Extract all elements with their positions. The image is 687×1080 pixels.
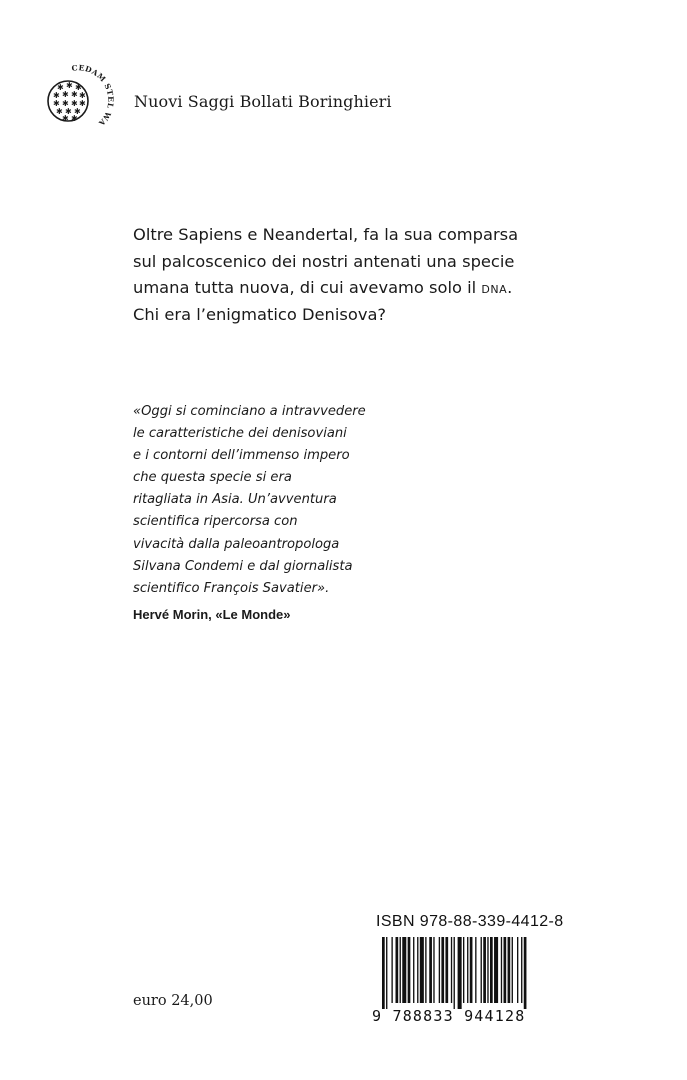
blurb-line: umana tutta nuova, di cui avevamo solo il dna. — [133, 278, 513, 298]
barcode-bar — [524, 937, 527, 1009]
svg-text:CEDAM STEL WALLY TEJ: CEDAM STEL WA — [71, 63, 116, 128]
barcode-bar — [396, 937, 399, 1003]
isbn-barcode — [370, 913, 564, 1023]
barcode-bar — [481, 937, 482, 1003]
barcode-bar — [425, 937, 426, 1003]
isbn-label: ISBN 978-88-339-4412-8 — [376, 913, 564, 930]
svg-text:✱: ✱ — [79, 99, 86, 108]
barcode-bar — [420, 937, 424, 1003]
barcode-bar — [508, 937, 511, 1003]
barcode-bar — [382, 937, 385, 1009]
barcode-bar — [494, 937, 498, 1003]
barcode-icon — [370, 937, 556, 1023]
svg-text:✱: ✱ — [62, 99, 69, 108]
quote-line: che questa specie si era — [133, 470, 292, 486]
quote-line: e i contorni dell’immenso impero — [133, 448, 350, 464]
barcode-bar — [413, 937, 414, 1003]
barcode-bar — [501, 937, 502, 1003]
svg-text:✱: ✱ — [56, 107, 63, 116]
barcode-bar — [445, 937, 448, 1003]
svg-text:✱: ✱ — [71, 90, 78, 99]
barcode-bar — [487, 937, 488, 1003]
blurb-line: Oltre Sapiens e Neandertal, fa la sua comparsa — [133, 225, 519, 244]
blurb-text — [133, 222, 533, 329]
svg-text:✱: ✱ — [75, 83, 82, 92]
svg-text:✱: ✱ — [65, 107, 72, 116]
barcode-bar — [433, 937, 434, 1003]
barcode-bar — [483, 937, 486, 1003]
blurb-line: sul palcoscenico dei nostri antenati una specie — [133, 251, 515, 271]
barcode-bar — [417, 937, 418, 1003]
barcode-bar — [429, 937, 432, 1003]
review-quote — [133, 401, 393, 600]
quote-line: scientifico François Savatier». — [133, 580, 330, 596]
barcode-bar — [517, 937, 518, 1003]
quote-line: le caratteristiche dei denisoviani — [133, 426, 347, 442]
publisher-logo — [44, 63, 120, 139]
svg-text:✱: ✱ — [71, 114, 78, 123]
svg-text:✱: ✱ — [62, 114, 69, 123]
logo-seal-icon — [44, 63, 120, 139]
barcode-bar — [408, 937, 411, 1003]
quote-line: scientifica ripercorsa con — [133, 514, 298, 530]
barcode-bar — [512, 937, 513, 1003]
quote-line: «Oggi si cominciano a intravvedere — [133, 404, 366, 419]
barcode-digits: 9 788833 944128 — [372, 1007, 526, 1023]
svg-text:✱: ✱ — [53, 99, 60, 108]
barcode-bar — [458, 937, 462, 1009]
dna-acronym: dna — [481, 278, 508, 298]
svg-text:✱: ✱ — [79, 91, 86, 100]
barcode-bar — [470, 937, 473, 1003]
quote-attribution: Hervé Morin, «Le Monde» — [133, 607, 291, 622]
price-label: euro 24,00 — [133, 993, 213, 1009]
svg-text:✱: ✱ — [53, 91, 60, 100]
barcode-bar — [400, 937, 401, 1003]
blurb-line: Chi era l’enigmatico Denisova? — [133, 305, 387, 325]
svg-text:✱: ✱ — [57, 83, 64, 92]
svg-text:✱: ✱ — [66, 81, 73, 90]
barcode-bar — [521, 937, 522, 1003]
svg-text:✱: ✱ — [74, 107, 81, 116]
quote-line: Silvana Condemi e dal giornalista — [133, 558, 353, 574]
quote-line: ritagliata in Asia. Un’avventura — [133, 492, 337, 508]
svg-text:✱: ✱ — [71, 99, 78, 108]
barcode-bar — [386, 937, 387, 1009]
barcode-bar — [451, 937, 452, 1003]
barcode-bar — [439, 937, 440, 1003]
barcode-bar — [402, 937, 406, 1003]
barcode-bar — [467, 937, 468, 1003]
barcode-bar — [463, 937, 464, 1003]
barcode-bar — [475, 937, 476, 1003]
series-title: Nuovi Saggi Bollati Boringhieri — [134, 92, 392, 111]
barcode-bar — [490, 937, 493, 1003]
barcode-bar — [454, 937, 455, 1009]
barcode-bar — [391, 937, 392, 1003]
quote-line: vivacità dalla paleoantropologa — [133, 536, 340, 552]
svg-text:✱: ✱ — [62, 90, 69, 99]
barcode-bar — [504, 937, 507, 1003]
barcode-bar — [441, 937, 444, 1003]
